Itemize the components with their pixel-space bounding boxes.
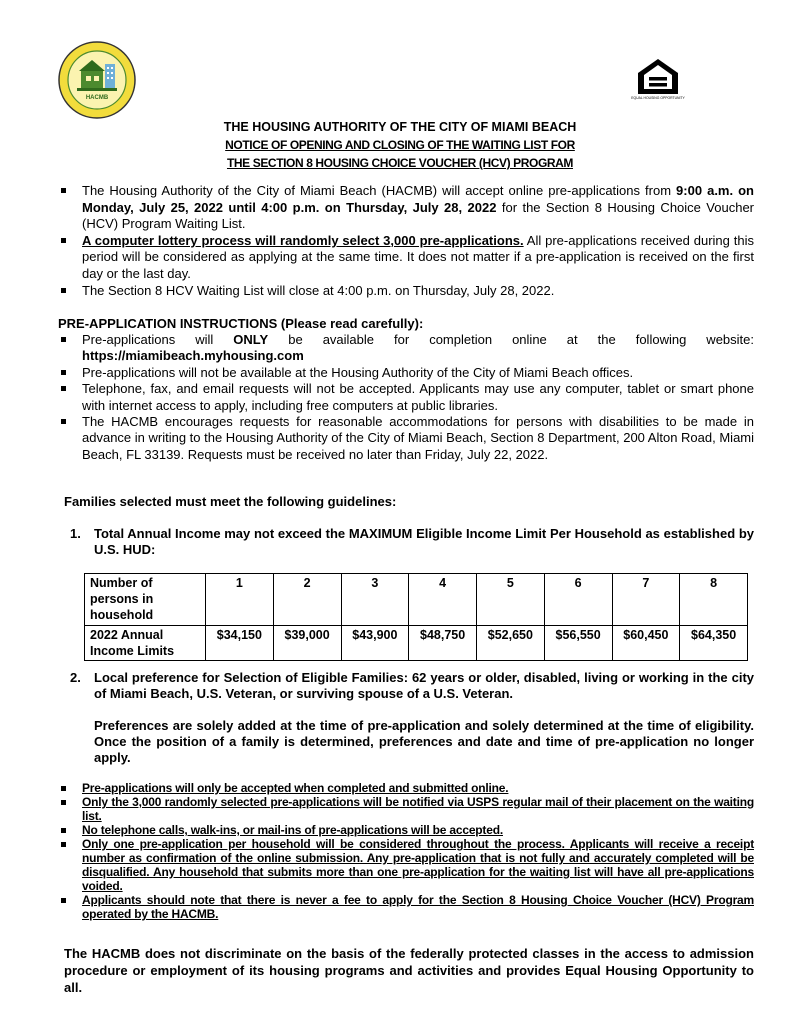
persons-label: Number of persons in household	[85, 574, 206, 626]
rule-item: Only one pre-application per household will be considered throughout the process. Applicants will receive a receipt number as confirmation of the online submission. Any pre-application that is not fully and accurately completed will be disqualified. Any household that submits more than one pre-application for the waiting list will have all pre-applications voided.	[58, 837, 754, 893]
notice-title-line2: THE SECTION 8 HOUSING CHOICE VOUCHER (HCV) PROGRAM	[226, 156, 574, 170]
equal-housing-opportunity-icon	[631, 56, 685, 104]
intro-bullets	[58, 183, 754, 299]
intro-bullet-close: The Section 8 HCV Waiting List will close at 4:00 p.m. on Thursday, July 28, 2022.	[58, 283, 754, 300]
website-link[interactable]: https://miamibeach.myhousing.com	[82, 348, 304, 364]
preference-note: Preferences are solely added at the time of pre-application and solely determined at the time of eligibility. Once the position of a family is determined, preferences and date and time of pre-application no longer apply.	[94, 718, 754, 765]
instruction-online-only: Pre-applications will ONLY be available for completion online at the following website: https://miamibeach.myhousing.com	[58, 332, 754, 365]
table-row: Number of persons in household 1 2 3 4 5 6 7 8	[85, 574, 748, 626]
rule-item: No telephone calls, walk-ins, or mail-ins of pre-applications will be accepted.	[58, 823, 754, 837]
intro-bullet-dates: The Housing Authority of the City of Miami Beach (HACMB) will accept online pre-applications from 9:00 a.m. on Monday, July 25, 2022 until 4:00 p.m. on Thursday, July 28, 2022 for the Section 8 Housing Choice Voucher (HCV) Program Waiting List.	[58, 183, 754, 233]
rule-item: Pre-applications will only be accepted when completed and submitted online.	[58, 781, 754, 795]
guidelines-heading: Families selected must meet the following guidelines:	[64, 494, 397, 509]
authority-title: THE HOUSING AUTHORITY OF THE CITY OF MIAMI BEACH	[223, 120, 577, 134]
income-limits-table	[84, 573, 748, 661]
instruction-no-phone: Telephone, fax, and email requests will not be accepted. Applicants may use any computer, tablet or smart phone with internet access to apply, including free computers at public libraries.	[58, 381, 754, 414]
hacmb-seal-logo	[57, 40, 137, 120]
income-label: 2022 Annual Income Limits	[85, 626, 206, 661]
eho-text: EQUAL HOUSING OPPORTUNITY	[631, 96, 685, 100]
notice-title-line1: NOTICE OF OPENING AND CLOSING OF THE WAITING LIST FOR	[225, 138, 575, 152]
seal-text: HACMB	[85, 95, 109, 101]
instructions-list	[58, 332, 754, 463]
intro-bullet-lottery: A computer lottery process will randomly select 3,000 pre-applications. All pre-applications received during this period will be considered as applying at the same time. It does not matter if a pre-application is received on the first day or the last day.	[58, 233, 754, 283]
rule-item: Only the 3,000 randomly selected pre-applications will be notified via USPS regular mail of their placement on the waiting list.	[58, 795, 754, 823]
rules-list	[58, 781, 754, 921]
instruction-accommodations: The HACMB encourages requests for reasonable accommodations for persons with disabilities to be made in advance in writing to the Housing Authority of the City of Miami Beach, Section 8 Department, 200 Alton Road, Miami Beach, FL 33139. Requests must be received no later than Friday, July 22, 2022.	[58, 414, 754, 463]
guideline-local-preference: 2. Local preference for Selection of Eligible Families: 62 years or older, disabled, living or working in the city of Miami Beach, U.S. Veteran, or surviving spouse of a U.S. Veteran.	[70, 670, 754, 701]
instruction-not-at-office: Pre-applications will not be available at the Housing Authority of the City of Miami Beach offices.	[58, 365, 754, 381]
guideline-income: 1. Total Annual Income may not exceed the MAXIMUM Eligible Income Limit Per Household as established by U.S. HUD:	[70, 526, 754, 557]
rule-item: Applicants should note that there is never a fee to apply for the Section 8 Housing Choice Voucher (HCV) Program operated by the HACMB.	[58, 893, 754, 921]
table-row: 2022 Annual Income Limits $34,150 $39,000 $43,900 $48,750 $52,650 $56,550 $60,450 $64,350	[85, 626, 748, 661]
non-discrimination-statement: The HACMB does not discriminate on the basis of the federally protected classes in the access to admission procedure or employment of its housing programs and activities and provides Equal Housing Opportunity to all.	[64, 946, 754, 995]
notice-header	[60, 118, 740, 172]
instructions-heading: PRE-APPLICATION INSTRUCTIONS (Please read carefully):	[58, 316, 424, 331]
